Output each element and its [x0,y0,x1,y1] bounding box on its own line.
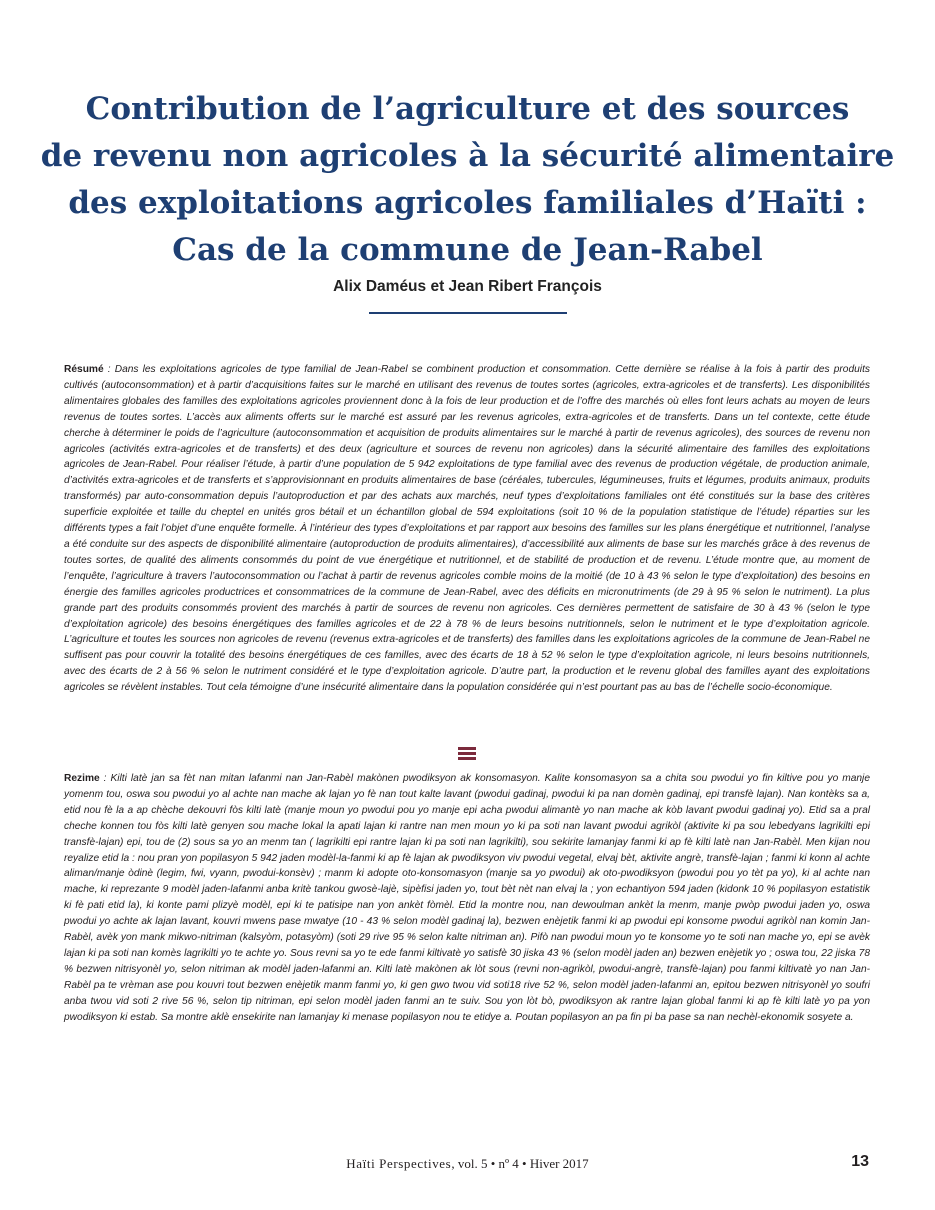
resume-label: Résumé [64,364,104,375]
title-line: Cas de la commune de Jean-Rabel [172,232,763,268]
rezime-label: Rezime [64,773,100,784]
title-line: des exploitations agricoles familiales d’Haïti : [68,185,867,221]
title-line: Contribution de l’agriculture et des sources [85,91,850,127]
section-ornament-icon [458,747,476,762]
authors: Alix Daméus et Jean Ribert François [333,278,602,295]
article-title [40,86,895,274]
rezime-abstract [64,771,870,1026]
title-line: de revenu non agricoles à la sécurité alimentaire [40,138,895,174]
title-divider [369,312,567,314]
resume-abstract [64,362,870,696]
page-footer [0,1156,935,1172]
journal-issue: , vol. 5 • nº 4 • Hiver 2017 [451,1156,589,1171]
resume-text: : Dans les exploitations agricoles de type familial de Jean-Rabel se combinent production et consommation. Cette dernière se réalise à la fois à partir des produits cultivés (autoconsommation) et à partir d’acquisitions faites sur le marché en utilisant des revenus de toutes sortes (agricoles, extra-agricoles et de transferts). Les disponibilités alimentaires globales des familles des exploitations agricoles proviennent donc à la fois de leur production et de l’offre des marchés où elles font leurs achats au moyen de leurs revenus de toutes sortes. L’accès aux aliments offerts sur le marché est assuré par les revenus agricoles, extra-agricoles et de transferts. Dans un tel contexte, cette étude cherche à déterminer le poids de l’agriculture (autoconsommation et acquisition de produits alimentaires sur le marché à partir de revenus agricoles), des sources de revenu non agricoles (activités extra-agricoles et de transferts) et des deux (agriculture et sources de revenu non agricoles) dans la sécurité alimentaire des familles des exploitations agricoles de Jean-Rabel. Pour réaliser l’étude, à partir d’une population de 5 942 exploitations de type familial avec des revenus de production végétale, de production animale, d’activités extra-agricoles et de transferts et s’approvisionnant en produits alimentaires de base (céréales, tubercules, légumineuses, fruits et légumes, produits animaux, produits transformés) par auto-consommation depuis l’autoproduction et par des achats aux marchés, neuf types d’exploitations familiales ont été constitués sur la base des critères superficie exploitée et taille du cheptel en unités gros bétail et un échantillon global de 594 exploitations (soit 10 % de la population statistique de l’étude) réparties sur les différents types a fait l’objet d’une enquête formelle. À l’intérieur des types d’exploitations et par rapport aux besoins des familles sur les plans énergétique et nutritionnel, l’analyse a été conduite sur des aspects de disponibilité alimentaire (autoproduction de produits alimentaires), d’accessibilité aux aliments de base sur les marchés grâce à des revenus de toutes sortes, de qualité des aliments consommés du point de vue énergétique et nutritionnel, et de stabilité de production et de revenu. L’étude montre que, au moment de l’enquête, l’agriculture à travers l’autoconsommation ou l’achat à partir de revenus agricoles comble moins de la moitié (de 10 à 43 % selon le type d’exploitation) des besoins en énergie des familles agricoles productrices et consommatrices de la commune de Jean-Rabel, avec des déficits en micronutriments (de 29 à 95 % selon le nutriment). La plus grande part des produits consommés provient des marchés à partir de sources de revenu non agricoles. Ces dernières permettent de satisfaire de 30 à 43 % (selon le type d’exploitation agricole) des besoins énergétiques des familles agricoles et de 22 à 78 % de leurs besoins nutritionnels, selon le nutriment et le type d’exploitation agricole. L’agriculture et toutes les sources non agricoles de revenu (revenus extra-agricoles et de transferts) des familles dans les exploitations agricoles de la commune de Jean-Rabel ne suffisent pas pour couvrir la totalité des besoins énergétiques de ces familles, avec des écarts de 18 à 52 % selon le type d’exploitation agricole, ni leurs besoins nutritionnels, avec des écarts de 2 à 56 % selon le nutriment considéré et le type d’exploitation agricole. D’autre part, la production et le revenu global des familles ayant des exploitations agricoles se révèlent instables. Tout cela témoigne d’une insécurité alimentaire dans la population considérée qui n’est pourtant pas au bas de l’échelle socio-économique. [64,364,870,694]
journal-name: Haïti Perspectives [346,1156,452,1171]
page-number: 13 [851,1153,869,1170]
rezime-text: : Kilti latè jan sa fèt nan mitan lafanmi nan Jan-Rabèl makònen pwodiksyon ak konsomasyon. Kalite konsomasyon sa a chita sou pwodui yo fin kiltive pou yo manje yomenm tou, oswa sou pwodui yo al achte nan mache ak lajan yo fè nan tout kalte lavant (pwodui gadinaj, pwodui ki pa nan domèn gadinaj, epi transfè lajan). Nan kontèks sa a, etid nou fè la a ap chèche dekouvri fòs kilti latè (manje moun yo pwodui pou yo manje epi acha pwodui alimantè yo nan mache ak kòb lavant pwodui gadinaj yo). Etid sa a pral cheche konnen tou fòs kilti latè genyen sou mache lokal la apati lajan ki rantre nan men moun yo ki pa soti nan lavant pwodui agrikòl (aktivite ki pa sou lebedyans lagrikilti epi transfè-lajan) epi, tou de (2) sous sa yo an menm tan ( lagrikilti epi rantre lajan ki pa soti nan lagrikilti), sou sekirite lamanjay fanmi ki ap fè kilti latè nan Jan-Rabèl. Men kijan nou reyalize etid la : nou pran yon popilasyon 5 942 jaden modèl-la-fanmi ki ap fè lajan ak pwodiksyon viv pwodui vegetal, elvaj bèt, aktivite angrè, transfè-lajan ; fanmi ki konn al achte aliman/manje òdinè (legim, fwi, vyann, pwodui-konsèv) ; manm ki adopte oto-konsomasyon (manje sa yo pwodui) ak oto-pwodiksyon (pwodui pou yo tèt pa yo), ki al achte nan mache, ki reprezante 9 modèl jaden-lafanmi anba kritè tankou gwosè-lajè, sipèfisi jaden yo, tout bèt nèt nan elvaj la ; yon echantiyon 594 jaden (kidonk 10 % popilasyon estatistik ki fè pati etid la), ki konte pami plizyè modèl, epi ki te patisipe nan yon ankèt fòmèl. Etid la montre nou, nan dewoulman ankèt la menm, manje pwòp pwodui jaden yo, oswa pwodui yo achte ak lajan lavant, kouvri mwens pase mwatye (10 - 43 % selon modèl gadinaj la), bezwen enèjetik fanmi ki ap pwodui epi konsome pwodui agrikòl nan komin Jan-Rabèl, avèk yon mank mikwo-nitriman (kalsyòm, potasyòm) (soti 29 rive 95 % selon kalte nitriman an). Pifò nan pwodui moun yo te konsome yo te soti nan mache yo, epi se avèk lajan ki pa soti nan komès lagrikilti yo te achte yo. Sous revni sa yo te ede fanmi kiltivatè yo satisfè 30 jiska 43 % (selon modèl jaden an) bezwen enèjetik yo ; oswa tou, 22 jiska 78 % bezwen nitrisyonèl yo, selon nitriman ak modèl jaden-lafanmi an. Kilti latè makònen ak lòt sous (revni non-agrikòl, pwodui-angrè, transfè-lajan) pou fanmi kiltivatè yo nan Jan-Rabèl pa te vrèman ase pou kouvri tout bezwen enèjetik manm fanmi yo, ki gen gwo twou vid soti18 rive 52 %, selon modèl jaden-lafanmi an, epitou bezwen nitrisyonèl yo soufri anba twou vid soti 2 rive 56 %, selon tip nitriman, epi selon modèl jaden fanmi an te suiv. Sou yon lòt bò, pwodiksyon ak rantre lajan global fanmi ki ap fè kilti latè yo pa yon pwodiksyon ki estab. Sa montre aklè ensekirite nan lamanjay ki menase popilasyon nou te etidye a. Poutan popilasyon an pa fin pi ba pase sa nan nechèl-ekonomik sosyete a. [64,773,870,1023]
